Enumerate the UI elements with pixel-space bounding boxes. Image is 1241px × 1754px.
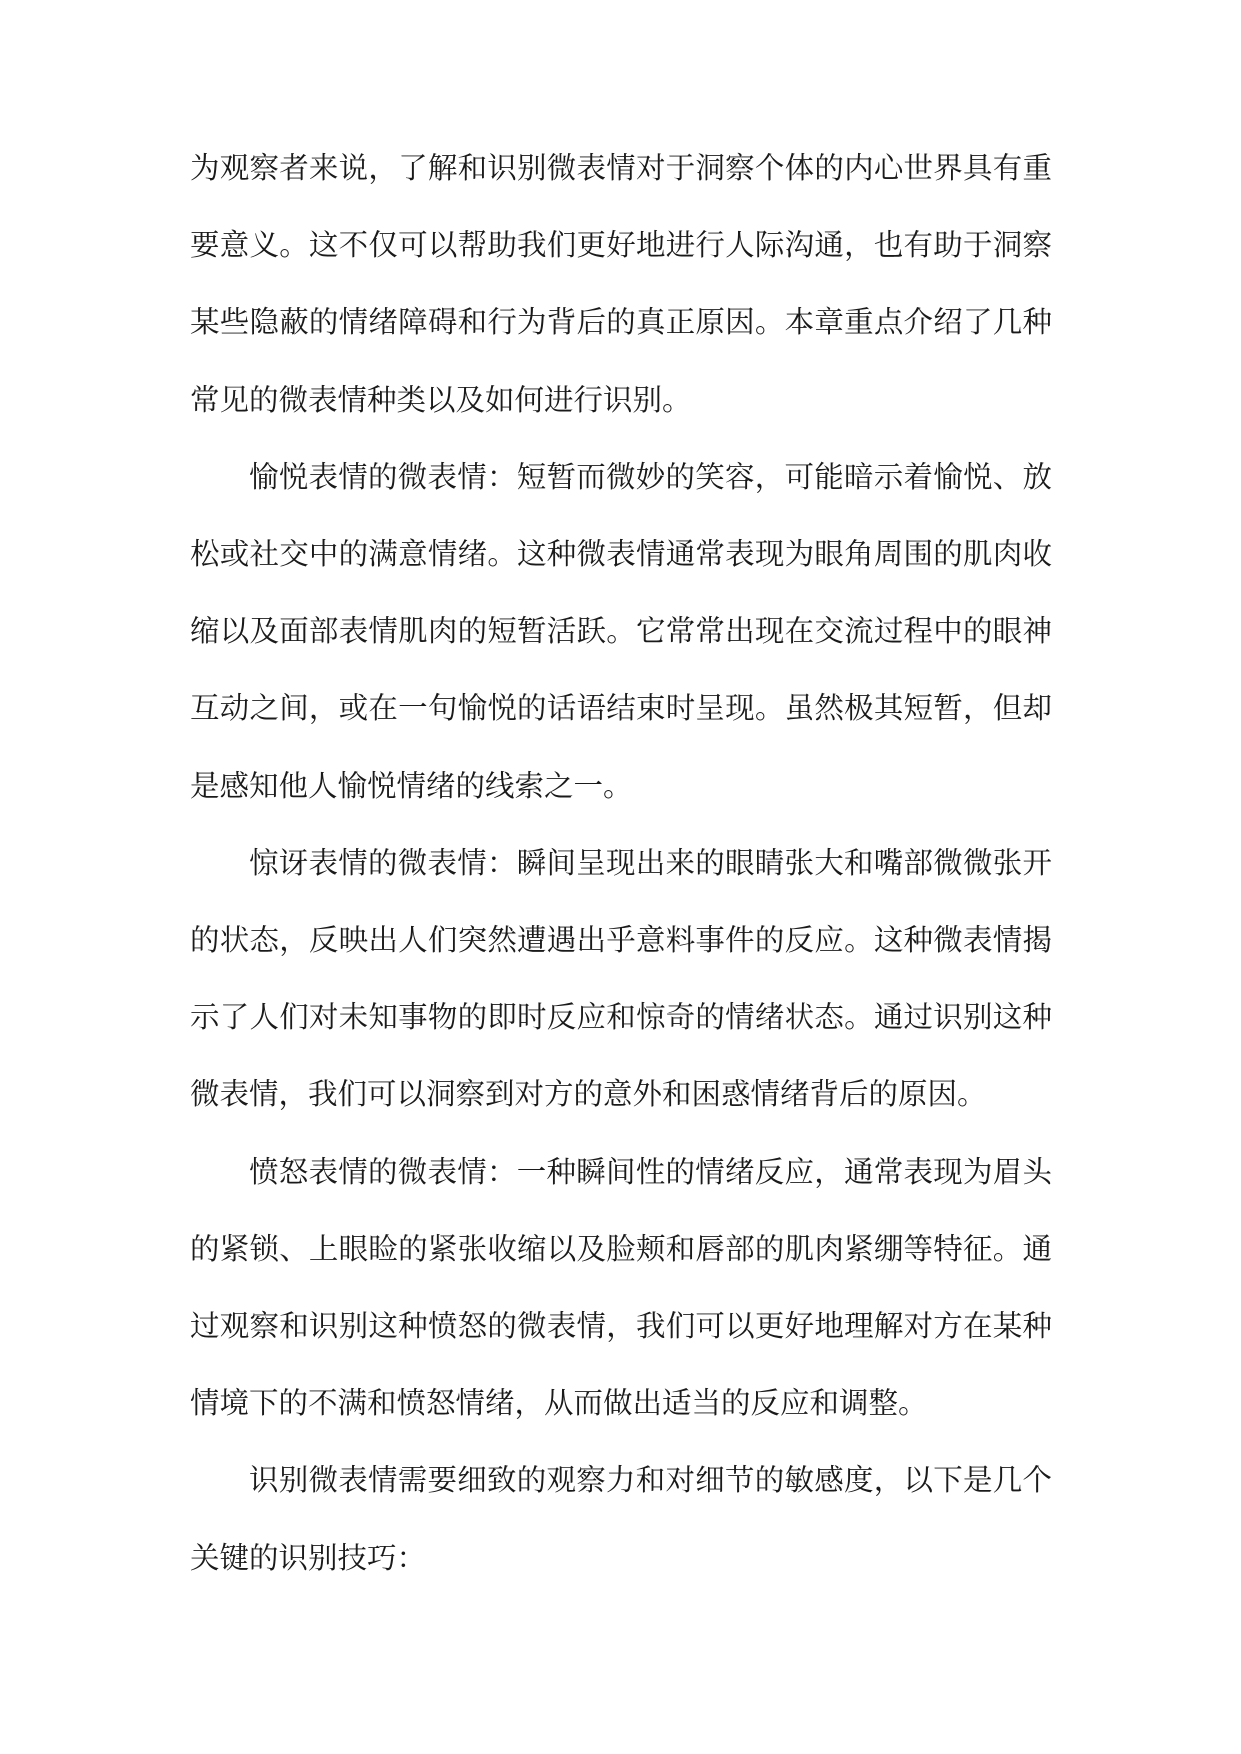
body-text (190, 130, 1052, 1597)
paragraph-continued: 为观察者来说，了解和识别微表情对于洞察个体的内心世界具有重要意义。这不仅可以帮助我们更好地进行人际沟通，也有助于洞察某些隐蔽的情绪障碍和行为背后的真正原因。本章重点介绍了几种常见的微表情种类以及如何进行识别。 (190, 151, 1052, 417)
paragraph-pleasure-expression: 愉悦表情的微表情：短暂而微妙的笑容，可能暗示着愉悦、放松或社交中的满意情绪。这种微表情通常表现为眼角周围的肌肉收缩以及面部表情肌肉的短暂活跃。它常常出现在交流过程中的眼神互动之间，或在一句愉悦的话语结束时呈现。虽然极其短暂，但却是感知他人愉悦情绪的线索之一。 (190, 459, 1052, 803)
paragraph-recognition-tips: 识别微表情需要细致的观察力和对细节的敏感度，以下是几个关键的识别技巧： (190, 1463, 1052, 1575)
paragraph-surprise-expression: 惊讶表情的微表情：瞬间呈现出来的眼睛张大和嘴部微微张开的状态，反映出人们突然遭遇出乎意料事件的反应。这种微表情揭示了人们对未知事物的即时反应和惊奇的情绪状态。通过识别这种微表情，我们可以洞察到对方的意外和困惑情绪背后的原因。 (190, 845, 1052, 1112)
paragraph-anger-expression: 愤怒表情的微表情：一种瞬间性的情绪反应，通常表现为眉头的紧锁、上眼睑的紧张收缩以及脸颊和唇部的肌肉紧绷等特征。通过观察和识别这种愤怒的微表情，我们可以更好地理解对方在某种情境下的不满和愤怒情绪，从而做出适当的反应和调整。 (190, 1154, 1052, 1421)
